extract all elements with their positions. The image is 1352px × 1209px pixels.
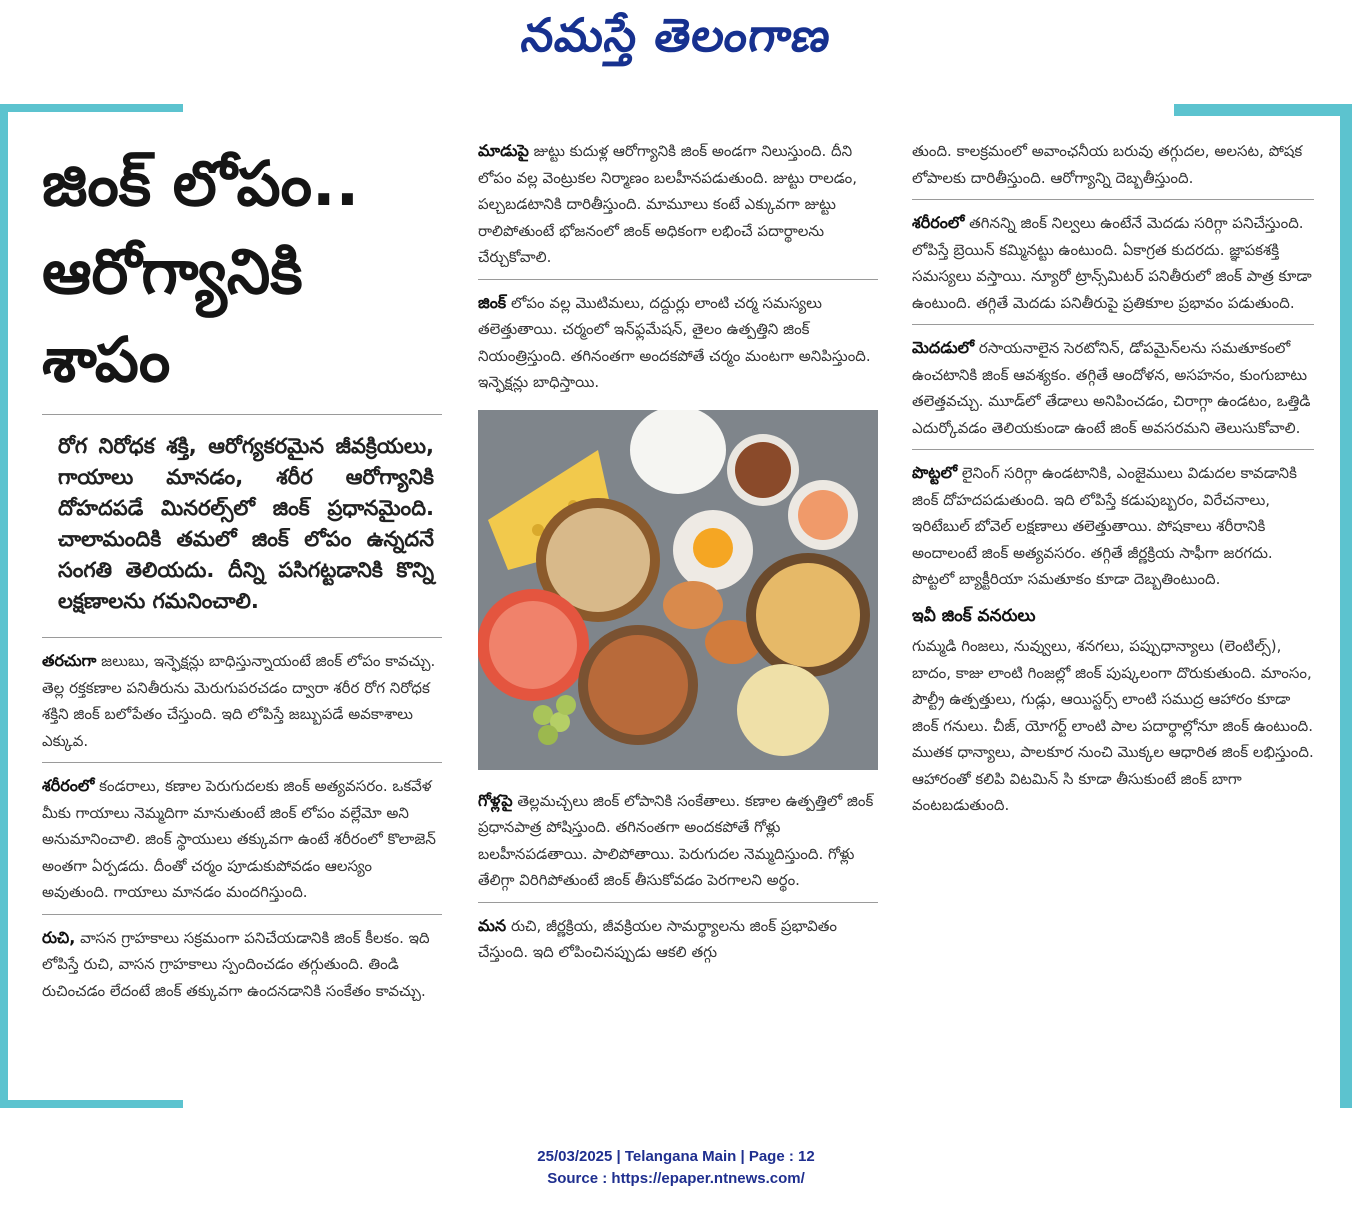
paragraph-brain-function — [912, 210, 1314, 316]
paragraph-lead: మెదడులో — [912, 338, 975, 357]
zinc-sources-heading: ఇవీ జింక్‌ వనరులు — [912, 605, 1036, 626]
egg-yolk-illustration — [693, 528, 733, 568]
paragraph-mood — [912, 335, 1314, 441]
food-photo — [478, 410, 878, 770]
column-3 — [912, 138, 1314, 827]
paragraph-text: రసాయనాలైన సెరటోనిన్‌, డోపమైన్‌లను సమతూకంలో ఉంచటానికి జింక్‌ ఆవశ్యకం. తగ్గితే ఆందోళన, అసహనం, కుంగుబాటు తలెత్తవచ్చు. మూడ్‌లో తేడాలు అనిపించడం, చిరాగ్గా ఉండటం, ఒత్తిడి ఎదుర్కోవడం తెలియకుండా ఉంటే జింక్‌ అవసరమని తెలుసుకోవాలి. — [912, 339, 1311, 437]
paragraph-text: జలుబు, ఇన్ఫెక్షన్లు బాధిస్తున్నాయంటే జింక్‌ లోపం కావచ్చు. తెల్ల రక్తకణాల పనితీరును మెరుగుపరచడం ద్వారా శరీర రోగ నిరోధక శక్తిని జింక్‌ బలోపేతం చేస్తుంది. ఇది లోపిస్తే జబ్బుపడే అవకాశాలు ఎక్కువ. — [42, 652, 436, 750]
headline-line-1: జింక్‌ లోపం.. — [42, 147, 360, 220]
paragraph-text: లైనింగ్‌ సరిగ్గా ఉండటానికి, ఎంజైములు విడుదల కావడానికి జింక్‌ దోహదపడుతుంది. ఇది లోపిస్తే కడుపుబ్బరం, విరేచనాలు, ఇరిటేబుల్‌ బోవెల్‌ లక్షణాలు తలెత్తుతాయి. పోషకాలు శరీరానికి అందాలంటే జింక్‌ అత్యవసరం. తగ్గితే జీర్ణక్రియ సాఫీగా జరగదు. పొట్టలో బ్యాక్టీరియా సమతూకం కూడా దెబ్బతింటుంది. — [912, 464, 1297, 588]
paragraph-lead: శరీరంలో — [42, 776, 95, 795]
paragraph-scalp — [478, 138, 878, 271]
divider — [42, 637, 442, 638]
paragraph-lead: రుచి, — [42, 927, 76, 947]
paragraph-lead: జింక్‌ — [478, 292, 507, 312]
paragraph-text: తుంది. కాలక్రమంలో అవాంఛనీయ బరువు తగ్గుదల, అలసట, పోషక లోపాలకు దారితీస్తుంది. ఆరోగ్యాన్ని దెబ్బతీస్తుంది. — [912, 142, 1303, 187]
divider — [912, 199, 1314, 200]
shrimp-illustration — [798, 490, 848, 540]
zinc-sources-paragraph: గుమ్మడి గింజలు, నువ్వులు, శనగలు, పప్పుధాన్యాలు (లెంటిల్స్‌), బాదం, కాజు లాంటి గింజల్లో జింక్‌ పుష్కలంగా దొరుకుతుంది. మాంసం, పౌల్ట్రీ ఉత్పత్తులు, గుడ్లు, ఆయిస్టర్స్‌ లాంటి సముద్ర ఆహారం కూడా జింక్‌ గనులు. చీజ్‌, యోగర్ట్‌ లాంటి పాల పదార్థాల్లోనూ జింక్‌ ఉంటుంది. ముతక ధాన్యాలు, పాలకూర నుంచి మొక్కల ఆధారిత జింక్‌ లభిస్తుంది. ఆహారంతో కలిపి విటమిన్‌ సి కూడా తీసుకుంటే జింక్‌ బాగా వంటబడుతుంది. — [912, 637, 1314, 814]
paragraph-nails — [478, 788, 878, 894]
paragraph-lead: గోళ్లపై — [478, 790, 513, 810]
divider — [42, 414, 442, 415]
footer-date-page: 25/03/2025 | Telangana Main | Page : 12 — [537, 1148, 815, 1165]
paragraph-immunity — [42, 648, 442, 754]
divider — [912, 449, 1314, 450]
paragraph-lead: శరీరంలో — [912, 213, 965, 232]
paragraph-text: రుచి, జీర్ణక్రియ, జీవక్రియల సామర్థ్యాలను జింక్‌ ప్రభావితం చేస్తుంది. ఇది లోపించినప్పుడు ఆకలి తగ్గు — [478, 916, 838, 961]
chickpea-illustration — [588, 635, 688, 735]
paragraph-skin — [478, 290, 878, 396]
paragraph-appetite — [478, 913, 878, 966]
page-footer — [0, 1146, 1352, 1190]
pasta-illustration — [756, 563, 860, 667]
headline — [42, 140, 442, 404]
divider — [42, 762, 442, 763]
divider — [42, 914, 442, 915]
paragraph-text: వాసన గ్రాహకాలు సక్రమంగా పనిచేయడానికి జింక్‌ కీలకం. ఇది లోపిస్తే రుచి, వాసన గ్రాహకాలు స్పందించడం తగ్గుతుంది. తిండి రుచించడం లేదంటే జింక్‌ తక్కువగా ఉందనడానికి సంకేతం కావచ్చు. — [42, 928, 430, 1000]
border-frame-right-top — [1174, 104, 1352, 116]
masthead-title: నమస్తే తెలంగాణ — [518, 8, 836, 62]
column-2 — [478, 138, 878, 974]
zinc-foods-illustration — [478, 410, 878, 770]
paragraph-text: జుట్టు కుదుళ్ల ఆరోగ్యానికి జింక్‌ అండగా నిలుస్తుంది. దీని లోపం వల్ల వెంట్రుకల నిర్మాణం బలహీనపడుతుంది. జుట్టు రాలడం, పల్చబడటానికి దారితీస్తుంది. మామూలు కంటే ఎక్కువగా జుట్టు రాలిపోతుంటే భోజనంలో జింక్‌ అధికంగా లభించే పదార్థాలను చేర్చుకోవాలి. — [478, 142, 857, 266]
intro-paragraph: రోగ నిరోధక శక్తి, ఆరోగ్యకరమైన జీవక్రియలు, గాయాలు మానడం, శరీర ఆరోగ్యానికి దోహదపడే మినరల్స్‌లో జింక్‌ ప్రధానమైంది. చాలామందికి తమలో జింక్‌ లోపం ఉన్నదనే సంగతి తెలియదు. దీన్ని పసిగట్టడానికి కొన్ని లక్షణాలను గమనించాలి. — [58, 434, 434, 613]
paragraph-lead: మాడుపై — [478, 141, 529, 160]
paragraph-lead: మన — [478, 915, 507, 935]
milk-glass-illustration — [630, 410, 726, 494]
paragraph-text: తెల్లమచ్చలు జింక్‌ లోపానికి సంకేతాలు. కణాల ఉత్పత్తిలో జింక్‌ ప్రధానపాత్ర పోషిస్తుంది. తగినంతగా అందకపోతే గోళ్లు బలహీనపడతాయి. పాలిపోతాయి. పెరుగుదల నెమ్మదిస్తుంది. గోళ్లు తేలిగ్గా విరిగిపోతుంటే జింక్‌ తీసుకోవడం పెరగాలని అర్థం. — [478, 791, 874, 889]
headline-line-2: ఆరోగ్యానికి శాపం — [42, 235, 303, 396]
paragraph-taste-smell — [42, 925, 442, 1005]
footer-source: Source : https://epaper.ntnews.com/ — [547, 1170, 805, 1187]
column-1 — [42, 140, 442, 1012]
paragraph-text: కండరాలు, కణాల పెరుగుదలకు జింక్‌ అత్యవసరం. ఒకవేళ మీకు గాయాలు నెమ్మదిగా మానుతుంటే జింక్‌ లోపం వల్లేమో అని అనుమానించాలి. జింక్‌ స్థాయులు తక్కువగా ఉంటే శరీరంలో కొలాజెన్‌ అంతగా ఏర్పడదు. దీంతో చర్మం పూడుకుపోవడం ఆలస్యం అవుతుంది. గాయాలు మానడం మందగిస్తుంది. — [42, 777, 436, 901]
almond-bowl-illustration — [735, 442, 791, 498]
border-frame-right-side — [1340, 104, 1352, 1108]
paragraph-gut — [912, 460, 1314, 593]
masthead-logo — [0, 8, 1352, 74]
paragraph-appetite-continued — [912, 138, 1314, 191]
divider — [478, 279, 878, 280]
paragraph-lead: తరచుగా — [42, 651, 97, 670]
egg-illustration — [663, 581, 723, 629]
paragraph-text: తగినన్ని జింక్‌ నిల్వలు ఉంటేనే మెదడు సరిగ్గా పనిచేస్తుంది. లోపిస్తే బ్రెయిన్‌ కమ్మినట్టు ఉంటుంది. ఏకాగ్రత కుదరదు. జ్ఞాపకశక్తి సమస్యలు వస్తాయి. న్యూరో ట్రాన్స్‌మిటర్‌ పనితీరులో జింక్‌ పాత్ర కూడా ఉంటుంది. తగ్గితే మెదడు పనితీరుపై ప్రతికూల ప్రభావం పడుతుంది. — [912, 214, 1312, 312]
divider — [478, 902, 878, 903]
paragraph-lead: పొట్టలో — [912, 463, 958, 482]
rice-cake-illustration — [737, 664, 829, 756]
divider — [912, 324, 1314, 325]
paragraph-text: లోపం వల్ల మొటిమలు, దద్దుర్లు లాంటి చర్మ సమస్యలు తలెత్తుతాయి. చర్మంలో ఇన్‌ఫ్లమేషన్‌, తైలం ఉత్పత్తిని జింక్‌ నియంత్రిస్తుంది. తగినంతగా అందకపోతే చర్మం మంటగా అనిపిస్తుంది. ఇన్ఫెక్షన్లు బాధిస్తాయి. — [478, 293, 871, 391]
paragraph-wound-healing — [42, 773, 442, 906]
